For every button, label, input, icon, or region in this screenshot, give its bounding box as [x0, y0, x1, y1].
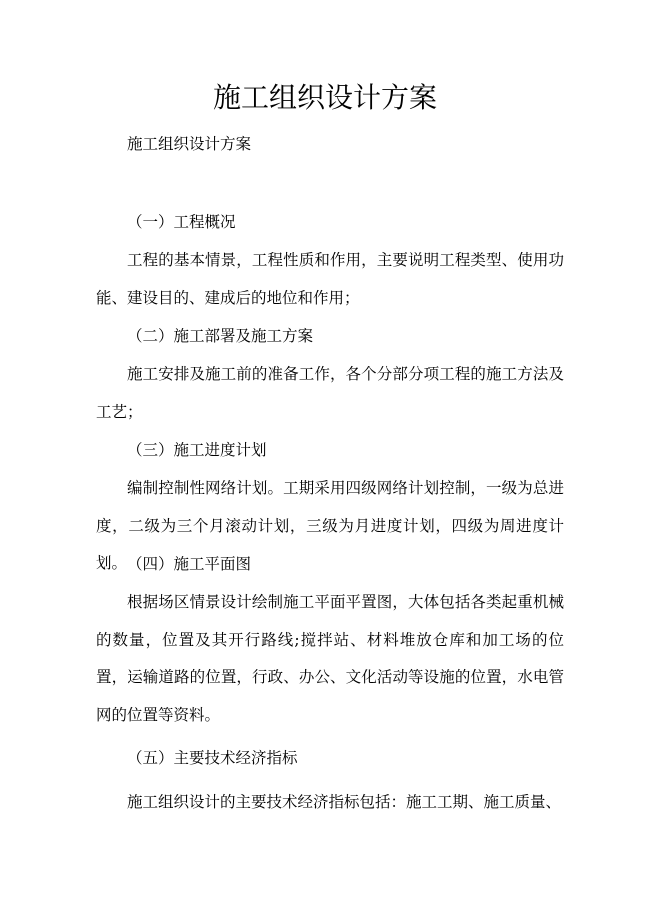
section-heading-2: （二）施工部署及施工方案	[127, 327, 314, 345]
section-body-2: 施工安排及施工前的准备工作，各个分部分项工程的施工方法及工艺；	[96, 365, 564, 421]
section-heading-3: （三）施工进度计划	[127, 441, 267, 459]
section-body-3: 编制控制性网络计划。工期采用四级网络计划控制，一级为总进度，二级为三个月滚动计划，三级为月进度计划，四级为周进度计划。	[96, 479, 564, 572]
section-heading-5: （五）主要技术经济指标	[127, 749, 298, 767]
section-heading-4: （四）施工平面图	[127, 555, 252, 573]
section-heading-1: （一）工程概况	[127, 213, 236, 231]
section-body-4: 根据场区情景设计绘制施工平面平置图，大体包括各类起重机械的数量，位置及其开行路线;搅拌站、材料堆放仓库和加工场的位置，运输道路的位置，行政、办公、文化活动等设施的位置，水电管网的位置等资料。	[96, 593, 564, 724]
document-subtitle: 施工组织设计方案	[127, 135, 252, 153]
document-title: 施工组织设计方案	[212, 81, 437, 114]
section-body-5: 施工组织设计的主要技术经济指标包括：施工工期、施工质量、	[127, 793, 562, 811]
section-body-1: 工程的基本情景，工程性质和作用，主要说明工程类型、使用功能、建设目的、建成后的地位和作用；	[96, 251, 564, 307]
